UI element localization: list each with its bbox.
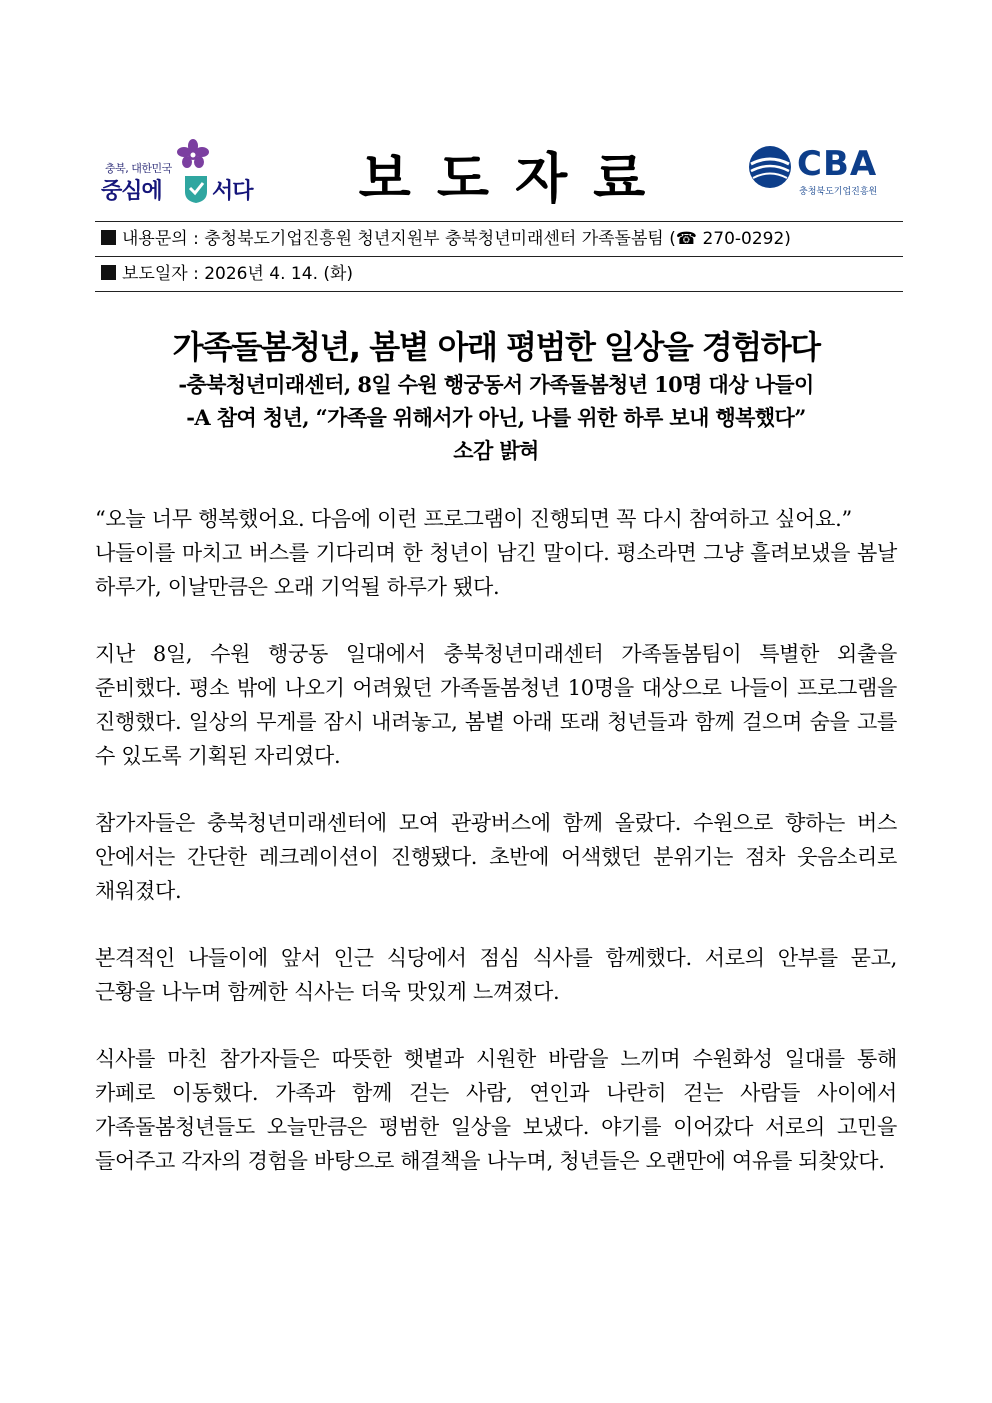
slogan-main-text-2: 서다 bbox=[212, 179, 253, 204]
paragraph: 참가자들은 충북청년미래센터에 모여 관광버스에 함께 올랐다. 수원으로 향하는 버스 안에서는 간단한 레크레이션이 진행됐다. 초반에 어색했던 분위기는 점차 웃음소리로 채워졌다. bbox=[95, 811, 897, 903]
subhead-line-2: -A 참여 청년, “가족을 위해서가 아닌, 나를 위한 하루 보내 행복했다” bbox=[186, 405, 806, 430]
contact-row bbox=[95, 221, 903, 256]
square-bullet-icon bbox=[101, 265, 116, 280]
headline: 가족돌봄청년, 봄볕 아래 평범한 일상을 경험하다 bbox=[172, 328, 820, 366]
paragraph: 본격적인 나들이에 앞서 인근 식당에서 점심 식사를 함께했다. 서로의 안부를 묻고, 근황을 나누며 함께한 식사는 더욱 맛있게 느껴졌다. bbox=[95, 946, 897, 1004]
cba-logo bbox=[747, 140, 907, 200]
cba-globe-icon bbox=[747, 144, 793, 190]
release-date-row bbox=[95, 256, 903, 292]
slogan-top-text: 충북, 대한민국 bbox=[105, 162, 172, 175]
subhead-line-1: -충북청년미래센터, 8일 수원 행궁동서 가족돌봄청년 10명 대상 나들이 bbox=[178, 372, 814, 397]
cba-subtitle: 충청북도기업진흥원 bbox=[799, 187, 878, 197]
slogan-main-text: 중심에 bbox=[101, 179, 162, 204]
paragraph: 식사를 마친 참가자들은 따뜻한 햇볕과 시원한 바람을 느끼며 수원화성 일대를 통해 카페로 이동했다. 가족과 함께 걷는 사람, 연인과 나란히 걷는 사람들 사이에서 가족돌봄청년들도 오늘만큼은 평범한 일상을 보냈다. 야기를 이어갔다 서로의 고민을 들어주고 각자의 경험을 바탕으로 해결책을 나누며, 청년들은 오랜만에 여유를 되찾았다. bbox=[95, 1047, 897, 1173]
paragraph: 지난 8일, 수원 행궁동 일대에서 충북청년미래센터 가족돌봄팀이 특별한 외출을 준비했다. 평소 밖에 나오기 어려웠던 가족돌봄청년 10명을 대상으로 나들이 프로그램을 진행했다. 일상의 무게를 잠시 내려놓고, 봄볕 아래 또래 청년들과 함께 걸으며 숨을 고를 수 있도록 기획된 자리였다. bbox=[95, 642, 897, 768]
flower-emblem-icon bbox=[173, 138, 213, 174]
article-body bbox=[95, 502, 897, 1211]
header bbox=[95, 130, 905, 210]
paragraph-quote: “오늘 너무 행복했어요. 다음에 이런 프로그램이 진행되면 꼭 다시 참여하고 싶어요.” bbox=[95, 507, 852, 531]
contact-text: 내용문의 : 충청북도기업진흥원 청년지원부 충북청년미래센터 가족돌봄팀 (☎ 270-0292) bbox=[122, 229, 791, 249]
subheadline bbox=[95, 368, 897, 467]
cba-wordmark: CBA bbox=[797, 144, 878, 184]
page-title: 보도자료 bbox=[358, 147, 672, 210]
chungbuk-slogan-logo bbox=[95, 138, 270, 208]
square-bullet-icon bbox=[101, 230, 116, 245]
subhead-line-3: 소감 밝혀 bbox=[453, 438, 539, 463]
info-box bbox=[95, 221, 903, 292]
shield-check-icon bbox=[183, 174, 209, 204]
paragraph: 나들이를 마치고 버스를 기다리며 한 청년이 남긴 말이다. 평소라면 그냥 흘려보냈을 봄날 하루가, 이날만큼은 오래 기억될 하루가 됐다. bbox=[95, 541, 897, 599]
release-date-text: 보도일자 : 2026년 4. 14. (화) bbox=[122, 264, 354, 284]
